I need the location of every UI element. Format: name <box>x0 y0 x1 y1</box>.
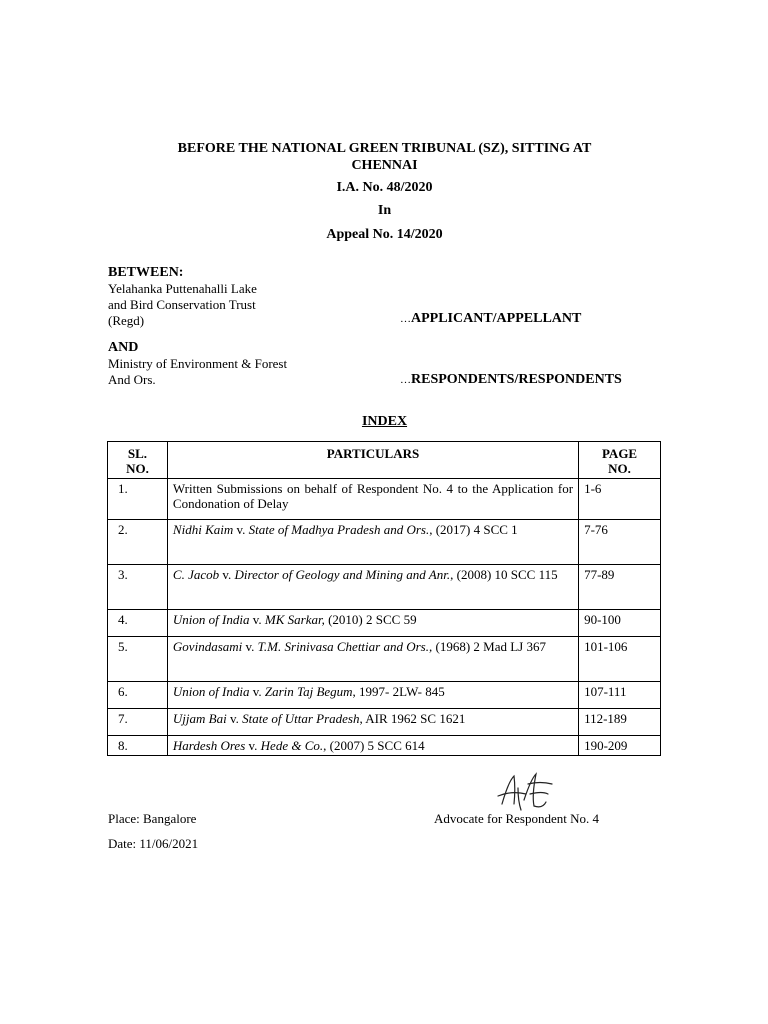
row-sl: 4. <box>108 610 168 637</box>
row-pages: 112-189 <box>579 709 661 736</box>
row-particulars <box>167 736 578 756</box>
row-sl: 2. <box>108 520 168 565</box>
row-sl: 7. <box>108 709 168 736</box>
between-label: BETWEEN: <box>108 265 184 280</box>
index-title <box>108 414 661 430</box>
table-row <box>108 736 661 756</box>
applicant-line: and Bird Conservation Trust <box>108 297 256 312</box>
appeal-number: Appeal No. 14/2020 <box>326 227 443 242</box>
row-pages: 1-6 <box>579 479 661 520</box>
case-party-b: Zarin Taj Begum <box>264 684 353 699</box>
applicant-role-text: APPLICANT/APPELLANT <box>411 311 582 326</box>
advocate-text: Advocate for Respondent No. 4 <box>434 811 599 826</box>
case-party-a: Hardesh Ores <box>172 738 246 753</box>
table-row <box>108 479 661 520</box>
row-particulars: Written Submissions on behalf of Respondent No. 4 to the Application for Condonation of Delay <box>167 479 578 520</box>
col-page-line: NO. <box>608 461 631 476</box>
col-page-no <box>579 442 661 479</box>
applicant-dots: … <box>400 313 411 325</box>
versus: v. <box>249 612 265 627</box>
case-party-a: Union of India <box>172 684 250 699</box>
citation: , (2017) 4 SCC 1 <box>429 522 518 537</box>
row-pages: 107-111 <box>579 682 661 709</box>
citation: , (2007) 5 SCC 614 <box>323 738 425 753</box>
row-sl: 1. <box>108 479 168 520</box>
index-table <box>107 441 661 756</box>
row-pages: 101-106 <box>579 637 661 682</box>
row-particulars <box>167 610 578 637</box>
case-party-a: C. Jacob <box>172 567 220 582</box>
citation: , AIR 1962 SC 1621 <box>359 711 466 726</box>
table-row <box>108 520 661 565</box>
document-title <box>108 140 661 174</box>
row-sl: 3. <box>108 565 168 610</box>
row-pages: 7-76 <box>579 520 661 565</box>
row-sl: 5. <box>108 637 168 682</box>
row-particulars <box>167 682 578 709</box>
date-text: Date: 11/06/2021 <box>108 836 199 851</box>
case-party-b: MK Sarkar, <box>264 612 325 627</box>
col-sl-no <box>108 442 168 479</box>
row-sl: 8. <box>108 736 168 756</box>
case-party-b: State of Uttar Pradesh <box>242 711 360 726</box>
table-row <box>108 565 661 610</box>
applicant-role <box>400 311 581 327</box>
versus: v. <box>242 639 258 654</box>
respondent-dots: … <box>400 374 411 386</box>
row-pages: 90-100 <box>579 610 661 637</box>
respondent-line: And Ors. <box>108 372 156 387</box>
row-particulars <box>167 520 578 565</box>
in-label: In <box>377 203 392 218</box>
citation: , (2008) 10 SCC 115 <box>450 567 558 582</box>
row-particulars <box>167 637 578 682</box>
respondent-role <box>400 372 622 388</box>
and-label: AND <box>108 340 139 355</box>
versus: v. <box>245 738 261 753</box>
title-line-2: CHENNAI <box>351 158 418 173</box>
case-party-a: Govindasami <box>172 639 243 654</box>
case-party-b: State of Madhya Pradesh and Ors. <box>248 522 430 537</box>
row-particulars <box>167 565 578 610</box>
respondent-role-text: RESPONDENTS/RESPONDENTS <box>411 372 622 387</box>
citation: (1968) 2 Mad LJ 367 <box>432 639 546 654</box>
table-row <box>108 709 661 736</box>
applicant-line: (Regd) <box>108 313 145 328</box>
versus: v. <box>226 711 243 726</box>
case-party-b: Director of Geology and Mining and Anr. <box>234 567 451 582</box>
col-page-line: PAGE <box>601 446 638 461</box>
table-row <box>108 610 661 637</box>
applicant-block <box>108 265 257 329</box>
row-sl: 6. <box>108 682 168 709</box>
respondent-line: Ministry of Environment & Forest <box>108 356 288 371</box>
case-party-b: Hede & Co. <box>260 738 324 753</box>
title-line-1: BEFORE THE NATIONAL GREEN TRIBUNAL (SZ), SITTING AT <box>177 141 592 156</box>
index-title-text: INDEX <box>361 414 408 429</box>
case-party-b: T.M. Srinivasa Chettiar and Ors., <box>257 639 433 654</box>
place-text: Place: Bangalore <box>108 811 197 826</box>
case-party-a: Ujjam Bai <box>172 711 227 726</box>
col-sl-line: SL. <box>127 446 148 461</box>
col-particulars: PARTICULARS <box>167 442 578 479</box>
versus: v. <box>249 684 265 699</box>
ia-number: I.A. No. 48/2020 <box>336 180 433 195</box>
citation: (2010) 2 SCC 59 <box>324 612 417 627</box>
table-row <box>108 637 661 682</box>
case-party-a: Nidhi Kaim <box>172 522 234 537</box>
table-header-row <box>108 442 661 479</box>
row-particulars <box>167 709 578 736</box>
applicant-line: Yelahanka Puttenahalli Lake <box>108 281 257 296</box>
versus: v. <box>233 522 249 537</box>
case-party-a: Union of India <box>172 612 250 627</box>
col-sl-line: NO. <box>126 461 149 476</box>
signature-icon <box>488 770 558 816</box>
respondent-block <box>108 340 287 388</box>
row-pages: 77-89 <box>579 565 661 610</box>
table-row <box>108 682 661 709</box>
citation: , 1997- 2LW- 845 <box>352 684 445 699</box>
row-pages: 190-209 <box>579 736 661 756</box>
versus: v. <box>219 567 235 582</box>
